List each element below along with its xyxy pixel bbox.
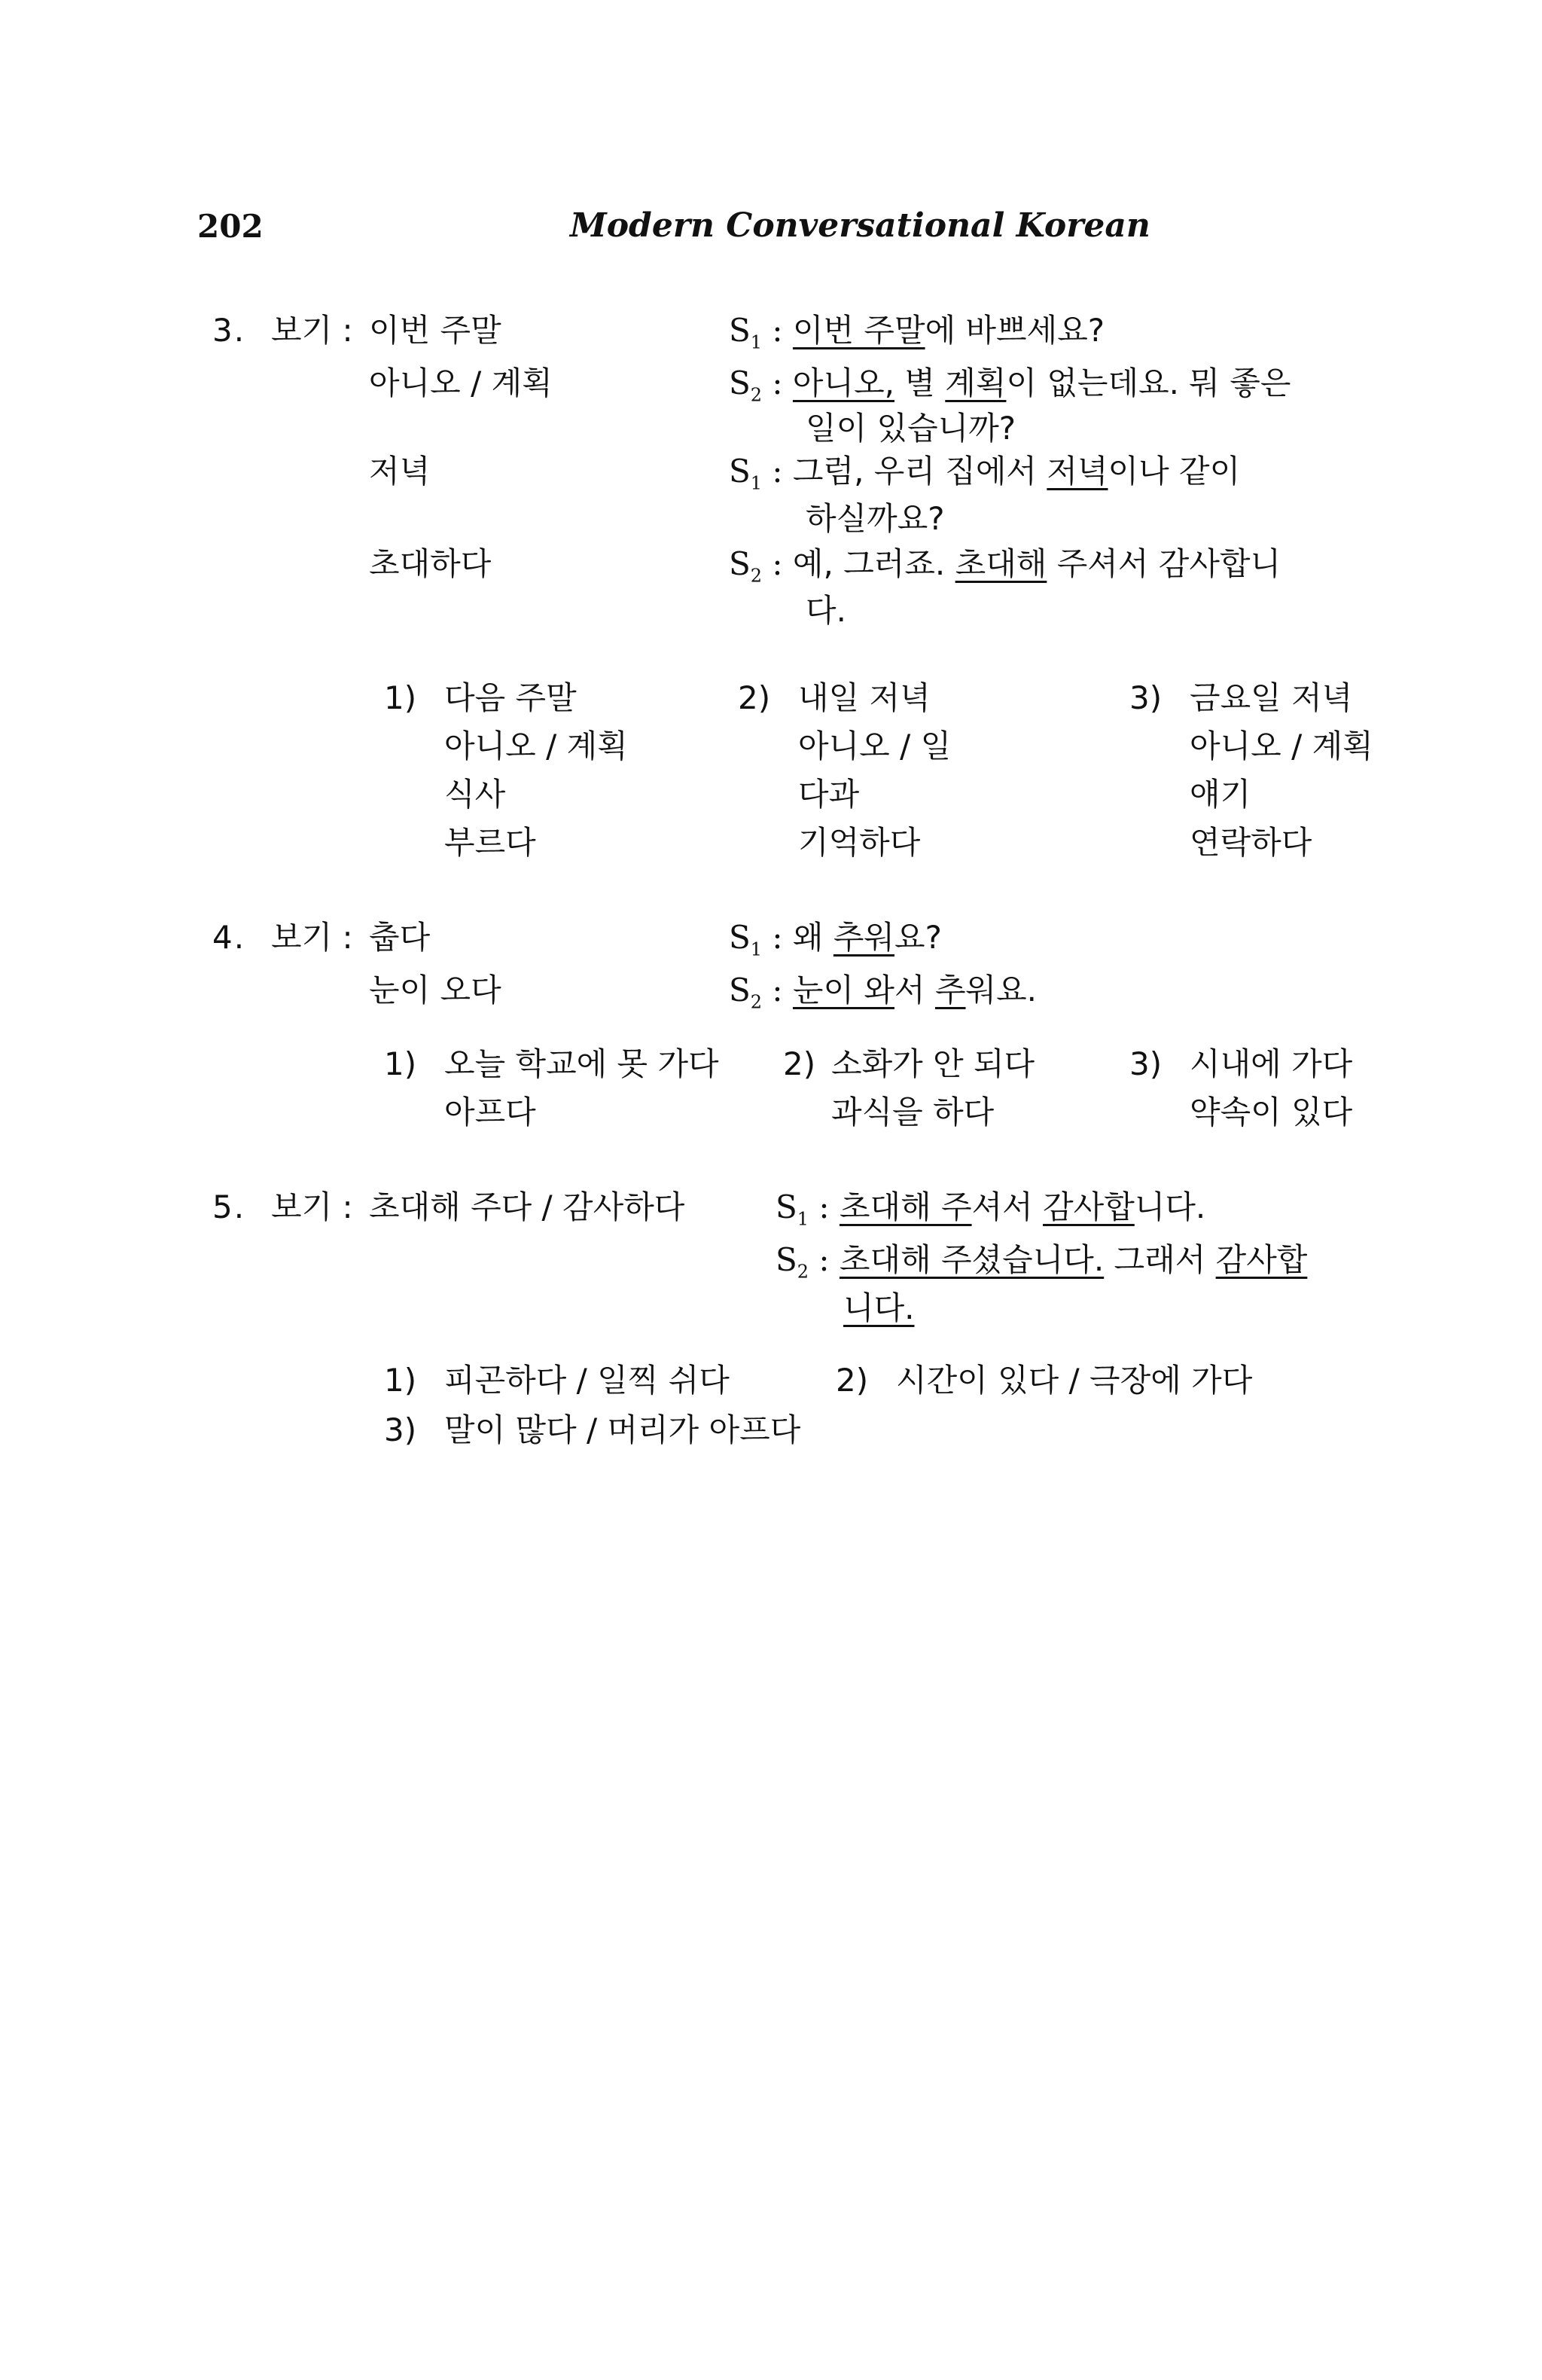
section-5-ex-1-num: 1) bbox=[384, 1362, 417, 1399]
section-3-ex-3-line-1: 금요일 저녁 bbox=[1190, 679, 1353, 716]
section-3-ex-3-line-4: 연락하다 bbox=[1190, 824, 1312, 861]
section-3-ex-1-line-3: 식사 bbox=[444, 776, 506, 813]
section-5-ex-1-text: 피곤하다 / 일찍 쉬다 bbox=[444, 1362, 730, 1399]
section-4-cue-2: 눈이 오다 bbox=[369, 972, 501, 1008]
section-5-ex-3-num: 3) bbox=[384, 1411, 417, 1448]
section-3-s1-line: $S_1$ : 이번 주말에 바쁘세요? bbox=[729, 312, 1105, 353]
section-3-ex-2-line-4: 기억하다 bbox=[798, 824, 921, 861]
section-3-s2-line-2: 일이 있습니까? bbox=[806, 410, 1016, 447]
section-5-label: 보기 : bbox=[271, 1188, 353, 1225]
section-3-ex-2-line-3: 다과 bbox=[798, 776, 860, 813]
section-4-ex-3-line-1: 시내에 가다 bbox=[1190, 1045, 1353, 1082]
section-3-cue-3: 저녁 bbox=[369, 453, 431, 490]
section-3-ex-3-num: 3) bbox=[1129, 679, 1163, 716]
section-4-s2-line: $S_2$ : 눈이 와서 추워요. bbox=[729, 972, 1038, 1013]
section-3-s2b-line-2: 다. bbox=[806, 592, 846, 629]
section-3-cue-2: 아니오 / 계획 bbox=[369, 365, 553, 401]
section-5-ex-3-text: 말이 많다 / 머리가 아프다 bbox=[444, 1411, 801, 1448]
section-5-number: 5. bbox=[212, 1188, 246, 1225]
section-3-cue-1: 이번 주말 bbox=[369, 312, 501, 349]
section-3-number: 3. bbox=[212, 312, 246, 349]
section-4-ex-1-num: 1) bbox=[384, 1045, 417, 1082]
section-3-s1b-line-2: 하실까요? bbox=[806, 500, 945, 537]
section-5-s2-line: $S_2$ : 초대해 주셨습니다. 그래서 감사합 bbox=[776, 1241, 1308, 1283]
section-5-ex-2-num: 2) bbox=[836, 1362, 869, 1399]
section-4-ex-3-line-2: 약속이 있다 bbox=[1190, 1094, 1353, 1130]
section-3-ex-1-line-4: 부르다 bbox=[444, 824, 536, 861]
section-4-ex-1-line-1: 오늘 학교에 못 가다 bbox=[444, 1045, 719, 1082]
section-3-ex-1-line-2: 아니오 / 계획 bbox=[444, 728, 628, 764]
section-3-ex-3-line-2: 아니오 / 계획 bbox=[1190, 728, 1373, 764]
section-5-s2-line-2: 니다. bbox=[843, 1289, 915, 1326]
section-3-label: 보기 : bbox=[271, 312, 353, 349]
section-4-ex-2-line-1: 소화가 안 되다 bbox=[831, 1045, 1035, 1082]
section-3-s2-line: $S_2$ : 아니오, 별 계획이 없는데요. 뭐 좋은 bbox=[729, 365, 1291, 406]
section-3-ex-1-num: 1) bbox=[384, 679, 417, 716]
section-4-s1-line: $S_1$ : 왜 추워요? bbox=[729, 919, 942, 960]
section-3-cue-4: 초대하다 bbox=[369, 545, 492, 582]
book-title: Modern Conversational Korean bbox=[570, 206, 1150, 245]
section-3-ex-3-line-3: 얘기 bbox=[1190, 776, 1251, 813]
section-4-ex-1-line-2: 아프다 bbox=[444, 1094, 536, 1130]
section-3-s1b-line: $S_1$ : 그럼, 우리 집에서 저녁이나 같이 bbox=[729, 453, 1241, 494]
section-3-ex-2-line-2: 아니오 / 일 bbox=[798, 728, 952, 764]
section-3-ex-1-line-1: 다음 주말 bbox=[444, 679, 577, 716]
page-number: 202 bbox=[197, 208, 264, 245]
section-4-number: 4. bbox=[212, 919, 246, 956]
section-5-s1-line: $S_1$ : 초대해 주셔서 감사합니다. bbox=[776, 1188, 1206, 1230]
section-4-cue-1: 춥다 bbox=[369, 919, 431, 956]
section-5-ex-2-text: 시간이 있다 / 극장에 가다 bbox=[896, 1362, 1253, 1399]
section-3-s2b-line: $S_2$ : 예, 그러죠. 초대해 주셔서 감사합니 bbox=[729, 545, 1281, 587]
section-3-ex-2-line-1: 내일 저녁 bbox=[798, 679, 931, 716]
section-4-ex-2-num: 2) bbox=[783, 1045, 816, 1082]
section-5-cue: 초대해 주다 / 감사하다 bbox=[369, 1188, 685, 1225]
section-4-ex-2-line-2: 과식을 하다 bbox=[831, 1094, 995, 1130]
section-4-label: 보기 : bbox=[271, 919, 353, 956]
section-3-ex-2-num: 2) bbox=[738, 679, 771, 716]
section-4-ex-3-num: 3) bbox=[1129, 1045, 1163, 1082]
